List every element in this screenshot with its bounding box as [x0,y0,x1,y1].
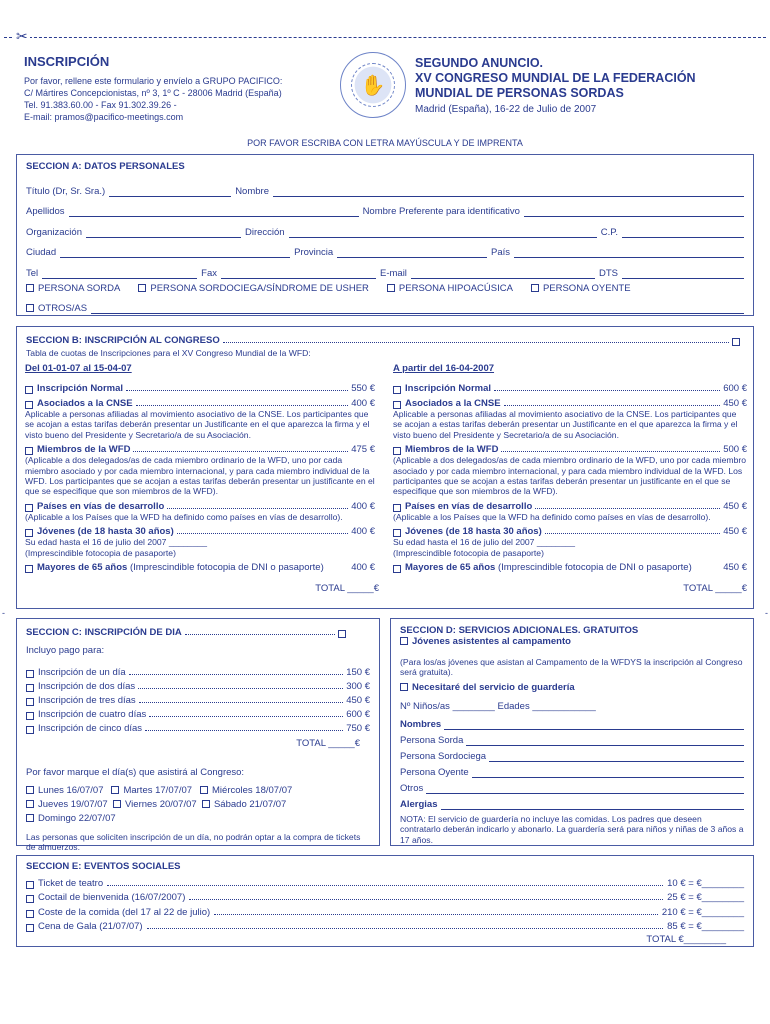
checkbox-icon[interactable] [26,881,34,889]
day-jueves[interactable]: Jueves 19/07/07 [26,799,108,810]
checkbox-icon[interactable] [400,637,408,645]
section-b-title: SECCION B: INSCRIPCIÓN AL CONGRESO [26,335,220,346]
contact-line: Por favor, rellene este formulario y envíelo a GRUPO PACIFICO: [24,76,283,86]
ninos-field[interactable]: Nº Niños/as ________ Edades ____________ [400,700,596,712]
checkbox-icon[interactable] [26,924,34,932]
checkbox-icon[interactable] [26,895,34,903]
option-persona-sordociega[interactable]: PERSONA SORDOCIEGA/SÍNDROME DE USHER [138,283,369,294]
header-announcement [415,56,755,115]
label-persona-sordociega: Persona Sordociega [400,750,487,762]
header-contact [24,54,324,123]
label-pais: País [490,247,510,258]
cut-line [4,37,766,38]
option-otros[interactable]: OTROS/AS [26,303,87,314]
announcement-line-1: SEGUNDO ANUNCIO. [415,56,544,70]
label-nombre-preferente: Nombre Preferente para identificativo [362,206,520,217]
asociados-note: Aplicable a personas afiliadas al movimiento asociativo de la CNSE. Los participantes que se acojan a estas tarifas deberán presentar un Justificante en el que aparezca la firma y el visto bueno del Presidente y Secretario/a de su Asociación. [393,409,738,440]
campamento-note: (Para los/as jóvenes que asistan al Campamento de la WFDYS la inscripción al Congreso será gratuita). [400,657,743,678]
price: 500 € [723,444,747,456]
persona-sorda-field[interactable] [466,736,744,746]
ciudad-field[interactable] [60,248,290,258]
titulo-field[interactable] [109,187,231,197]
section-e [16,855,754,947]
section-b-subtitle: Tabla de cuotas de Inscripciones para el XV Congreso Mundial de la WFD: [26,348,311,358]
checkbox-icon[interactable] [26,910,34,918]
pais-field[interactable] [514,248,744,258]
day-sabado[interactable]: Sábado 21/07/07 [202,799,286,810]
paises-note: (Aplicable a los Países que la WFD ha definido como países en vías de desarrollo). [393,511,711,522]
marque-label: Por favor marque el día(s) que asistirá al Congreso: [26,767,245,778]
day-warning: Las personas que soliciten inscripción de un día, no podrán optar a la compra de tickets de almuerzos. [26,832,361,853]
checkbox-icon[interactable] [26,698,34,706]
option-guarderia[interactable]: Necesitaré del servicio de guardería [400,682,744,693]
section-c-title: SECCION C: INSCRIPCIÓN DE DIA [26,627,182,638]
paises-note: (Aplicable a los Países que la WFD ha definido como países en vías de desarrollo). [25,511,343,522]
early-rates-column: Del 01-01-07 al 15-04-07 Inscripción Normal 550 € Asociados a la CNSE 400 € Aplicable a personas afiliadas al movimiento asociativo de la CNSE. Los participantes que se acojan a estas tarifas deberán presentar un Justificante en el que aparezca la firma y el visto bueno del Presidente y Secretario/a de su Asociación. Miembros de la WFD 475 € (Aplicable a dos delegados/as de cada miembro ordinario de la WFD, uno por cada miembro asociado y por cada miembro internacional, y para cada miembro individual de la WFD. Los participantes que se acojan a estas tarifas deberán presentar un justificante en el que se especifique que son miembros de la WFD). Países en vías de desarrollo 400 € (Aplicable a los Países que la WFD ha definido como países en vías de desarrollo). Jóvenes (de 18 hasta 30 años) 400 € Su edad hasta el 16 de julio del 2007 ________ (Imprescindible fotocopia de pasaporte) Mayores de 65 años (Imprescindible fotocopia de DNI o pasaporte) 400 € TOTAL _____€ [25,363,379,595]
event-option[interactable]: Coste de la comida (del 17 al 22 de julio) 210 € = €________ [26,903,744,918]
checkbox-icon[interactable] [26,284,34,292]
margin-tick: - [765,608,768,618]
day-viernes[interactable]: Viernes 20/07/07 [113,799,197,810]
section-d [390,618,754,846]
total-late[interactable]: TOTAL _____€ [683,583,747,595]
checkbox-icon[interactable] [26,304,34,312]
label-dts: DTS [599,267,618,279]
checkbox-icon[interactable] [25,401,33,409]
checkbox-icon[interactable] [338,630,346,638]
price: 450 € [723,526,747,538]
miembros-note: (Aplicable a dos delegados/as de cada miembro ordinario de la WFD, uno por cada miembro asociado y por cada miembro internacional, y para cada miembro individual de la WFD. Los participantes que se acojan a estas tarifas deberán presentar un justificante en el que se especifique que son miembros de la WFD). [25,455,375,497]
early-rates-heading: Del 01-01-07 al 15-04-07 [25,363,132,374]
price: 550 € [351,383,375,394]
label-provincia: Provincia [294,247,334,258]
option-persona-oyente[interactable]: PERSONA OYENTE [531,283,631,294]
checkbox-icon[interactable] [25,447,33,455]
event-option[interactable]: Ticket de teatro 10 € = €________ [26,874,744,889]
label-nombres: Nombres [400,718,442,730]
persona-sordociega-field[interactable] [489,752,744,762]
checkbox-icon[interactable] [25,504,33,512]
label-tel: Tel [26,267,39,279]
option-persona-hipoacusica[interactable]: PERSONA HIPOACÚSICA [387,283,513,294]
price: 475 € [351,444,375,456]
jovenes-age: Su edad hasta el 16 de julio del 2007 ________ [25,537,208,548]
section-a [16,154,754,316]
cp-field[interactable] [622,228,744,238]
checkbox-icon[interactable] [25,386,33,394]
nombre-field[interactable] [273,187,744,197]
contact-line: C/ Mártires Concepcionistas, nº 3, 1º C - 28006 Madrid (España) [24,88,282,98]
email-field[interactable] [411,269,595,279]
price: 600 € [723,383,747,394]
dts-field[interactable] [622,269,744,279]
label-fax: Fax [201,267,217,279]
checkbox-icon[interactable] [531,284,539,292]
option-jovenes-campamento[interactable]: Jóvenes asistentes al campamento [400,636,744,647]
instruction-text: POR FAVOR ESCRIBA CON LETRA MAYÚSCULA Y DE IMPRENTA [247,138,523,148]
checkbox-icon[interactable] [26,670,34,678]
asociados-note: Aplicable a personas afiliadas al movimiento asociativo de la CNSE. Los participantes que se acojan a estas tarifas deberán presentar un Justificante en el que aparezca la firma y el visto bueno del Presidente y Secretario/a de su Asociación. [25,409,370,440]
price: 450 € [723,562,747,574]
fax-field[interactable] [221,269,376,279]
total-events[interactable]: TOTAL €________ [646,934,726,945]
late-rates-heading: A partir del 16-04-2007 [393,363,495,374]
section-d-title: SECCION D: SERVICIOS ADICIONALES. GRATUITOS [400,625,639,636]
day-option[interactable]: Inscripción de tres días 450 € [26,692,370,706]
margin-tick: - [2,608,5,618]
checkbox-icon[interactable] [393,504,401,512]
checkbox-icon[interactable] [393,565,401,573]
checkbox-icon[interactable] [25,529,33,537]
provincia-field[interactable] [337,248,487,258]
section-b [16,326,754,609]
price: 400 € [351,500,375,512]
checkbox-icon[interactable] [400,683,408,691]
late-rates-column: A partir del 16-04-2007 Inscripción Normal 600 € Asociados a la CNSE 450 € Aplicable a personas afiliadas al movimiento asociativo de la CNSE. Los participantes que se acojan a estas tarifas deberán presentar un Justificante en el que aparezca la firma y el visto bueno del Presidente y Secretario/a de su Asociación. Miembros de la WFD 500 € (Aplicable a dos delegados/as de cada miembro ordinario de la WFD, uno por cada miembro asociado y por cada miembro internacional, y para cada miembro individual de la WFD. Los participantes que se acojan a estas tarifas deberán presentar un justificante en el que se especifique que son miembros de la WFD). Países en vías de desarrollo 450 € (Aplicable a los Países que la WFD ha definido como países en vías de desarrollo). Jóvenes (de 18 hasta 30 años) 450 € Su edad hasta el 16 de julio del 2007 ________ (Imprescindible fotocopia de pasaporte) Mayores de 65 años (Imprescindible fotocopia de DNI o pasaporte) 450 € TOTAL _____€ [393,363,747,595]
announcement-line-2: XV CONGRESO MUNDIAL DE LA FEDERACIÓN [415,71,696,85]
label-persona-sorda: Persona Sorda [400,734,464,746]
checkbox-icon[interactable] [25,565,33,573]
day-miercoles[interactable]: Miércoles 18/07/07 [200,785,292,796]
price: 400 € [351,398,375,409]
label-apellidos: Apellidos [26,206,65,217]
organizacion-field[interactable] [86,228,241,238]
announcement-date: Madrid (España), 16-22 de Julio de 2007 [415,104,597,115]
congress-logo [340,52,406,118]
checkbox-icon[interactable] [26,712,34,720]
price: 450 € [723,398,747,409]
total-day[interactable]: TOTAL _____€ [296,738,360,749]
guarderia-note: NOTA: El servicio de guardería no incluye las comidas. Los padres que deseen contratarlo deberán indicarlo y abonarlo. La guardería será para niños y niñas de 3 años a 17 años. [400,813,744,845]
section-a-title: SECCION A: DATOS PERSONALES [26,161,185,172]
price: 400 € [351,562,375,574]
day-option[interactable]: Inscripción de cuatro días 600 € [26,706,370,720]
day-lunes[interactable]: Lunes 16/07/07 [26,785,104,796]
label-alergias: Alergias [400,798,438,810]
form-title: INSCRIPCIÓN [24,54,110,69]
label-otros: Otros [400,782,424,794]
day-option[interactable]: Inscripción de cinco días 750 € [26,720,370,734]
checkbox-icon[interactable] [26,726,34,734]
label-nombre: Nombre [235,185,269,197]
event-option[interactable]: Coctail de bienvenida (16/07/2007) 25 € = €________ [26,889,744,904]
announcement-line-3: MUNDIAL DE PERSONAS SORDAS [415,86,624,100]
checkbox-icon[interactable] [393,386,401,394]
label-persona-oyente: Persona Oyente [400,766,469,778]
day-martes[interactable]: Martes 17/07/07 [111,785,192,796]
otros-field[interactable] [91,304,744,314]
incluyo-label: Incluyo pago para: [26,645,105,656]
label-organizacion: Organización [26,226,82,238]
day-option[interactable]: Inscripción de un día 150 € [26,664,370,678]
option-persona-sorda[interactable]: PERSONA SORDA [26,283,120,294]
checkbox-icon[interactable] [393,401,401,409]
miembros-note: (Aplicable a dos delegados/as de cada miembro ordinario de la WFD, uno por cada miembro asociado y por cada miembro internacional, y para cada miembro individual de la WFD. Los participantes que se acojan a estas tarifas deberán presentar un justificante en el que se especifique que son miembros de la WFD). [393,455,747,497]
otros-d-field[interactable] [426,784,744,794]
label-ciudad: Ciudad [26,247,57,258]
persona-oyente-field[interactable] [472,768,744,778]
day-option[interactable]: Inscripción de dos días 300 € [26,678,370,692]
alergias-field[interactable] [441,800,745,810]
apellidos-field[interactable] [69,207,359,217]
checkbox-icon[interactable] [393,529,401,537]
price: 450 € [723,500,747,512]
scissors-icon: ✂ [16,28,28,44]
section-c [16,618,380,853]
checkbox-icon[interactable] [26,684,34,692]
label-cp: C.P. [600,226,618,238]
contact-line: E-mail: pramos@pacifico-meetings.com [24,112,184,122]
checkbox-icon[interactable] [732,338,740,346]
event-option[interactable]: Cena de Gala (21/07/07) 85 € = €________ [26,918,744,933]
jovenes-note: (Imprescindible fotocopia de pasaporte) [25,547,176,558]
tel-field[interactable] [42,269,197,279]
checkbox-icon[interactable] [387,284,395,292]
checkbox-icon[interactable] [138,284,146,292]
contact-line: Tel. 91.383.60.00 - Fax 91.302.39.26 - [24,100,177,110]
direccion-field[interactable] [289,228,597,238]
label-titulo: Título (Dr, Sr. Sra.) [26,185,106,197]
nombres-field[interactable] [444,720,744,730]
total-early[interactable]: TOTAL _____€ [315,583,379,595]
hands-icon: ✋ [351,63,395,107]
jovenes-note: (Imprescindible fotocopia de pasaporte) [393,547,544,558]
section-e-title: SECCION E: EVENTOS SOCIALES [26,861,181,872]
label-email: E-mail [380,267,407,279]
jovenes-age: Su edad hasta el 16 de julio del 2007 ________ [393,537,576,548]
checkbox-icon[interactable] [393,447,401,455]
price: 400 € [351,526,375,538]
label-direccion: Dirección [244,226,285,238]
day-domingo[interactable]: Domingo 22/07/07 [26,813,116,824]
nombre-preferente-field[interactable] [524,207,744,217]
